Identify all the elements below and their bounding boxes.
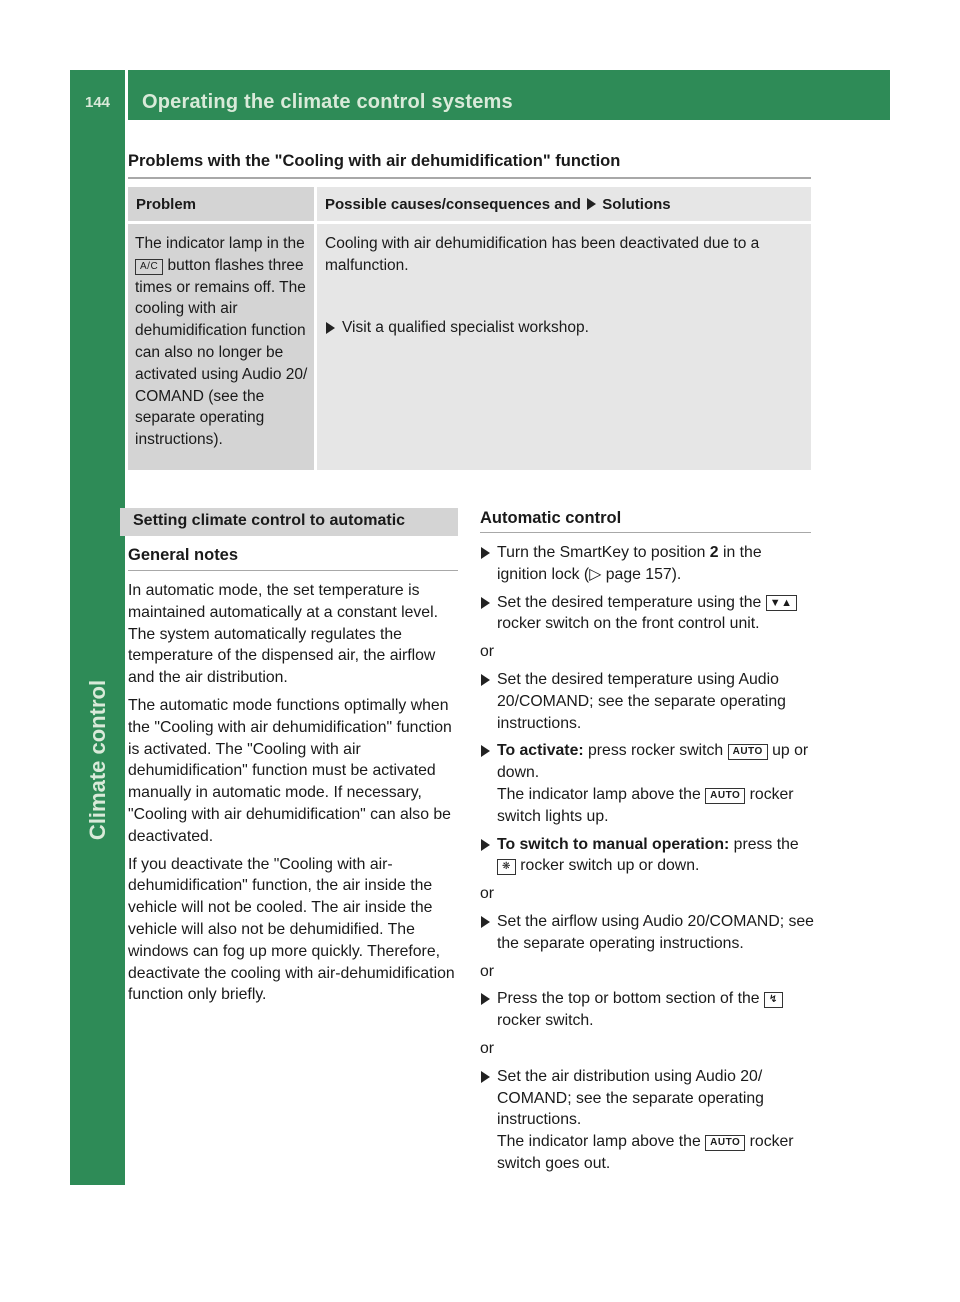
step-text: Set the airflow using Audio 20/COMAND; see the separate operating instructions. xyxy=(497,912,814,952)
step-temperature-comand xyxy=(480,669,815,734)
problems-section-title: Problems with the "Cooling with air dehumidification" function xyxy=(128,152,621,170)
automatic-control-divider xyxy=(480,532,811,533)
page-number: 144 xyxy=(84,94,111,111)
problems-table xyxy=(128,187,811,470)
step-text: press the xyxy=(733,835,799,853)
general-notes-body xyxy=(128,580,463,1012)
step-text: Set the desired temperature using the xyxy=(497,593,762,611)
problem-text-pre: The indicator lamp in the xyxy=(135,235,305,252)
step-text: Set the air distribution using Audio 20/ COMAND; see the separate operating instructions. xyxy=(497,1067,764,1129)
problem-text xyxy=(135,233,313,451)
automatic-section-band xyxy=(120,508,458,536)
page-reference-icon: ▷ xyxy=(589,565,602,583)
header-divider xyxy=(125,70,128,120)
fan-button-icon: ❋ xyxy=(497,859,516,875)
or-separator: or xyxy=(480,962,495,980)
table-cell-causes xyxy=(317,224,811,470)
step-arrow-icon xyxy=(481,916,490,928)
step-text: Set the desired temperature using Audio 20/COMAND; see the separate operating instructions. xyxy=(497,670,786,732)
automatic-section-title: Setting climate control to automatic xyxy=(133,512,406,529)
ac-button-icon: A/C xyxy=(135,259,163,275)
side-tab-bar xyxy=(70,120,125,1185)
general-notes-p3: If you deactivate the "Cooling with air-dehumidification" function, the air inside the vehicle will not be cooled. The air inside the vehicle will also not be dehumidified. The windows can fog up more quickly. Therefore, deactivate the cooling with air-dehumidification function only briefly. xyxy=(128,855,455,1004)
step-arrow-icon xyxy=(481,839,490,851)
header-causes-text: Possible causes/consequences and xyxy=(325,196,581,213)
step-smartkey xyxy=(480,542,815,586)
page-title: Operating the climate control systems xyxy=(142,91,513,113)
step-text: in the ignition lock ( xyxy=(497,544,762,583)
step-text: Turn the SmartKey to position xyxy=(497,544,706,561)
step-arrow-icon xyxy=(481,597,490,609)
step-activate xyxy=(480,740,815,827)
auto-button-icon: AUTO xyxy=(705,788,745,804)
problem-text-post: button flashes three times or remains off. The cooling with air dehumidification function can also no longer be activated using Audio 20/ COMAND (see the separate operating instructions). xyxy=(135,256,308,449)
step-text: rocker switch up or down. xyxy=(520,857,700,875)
step-position: 2 xyxy=(709,544,719,561)
temperature-rocker-icon: ▼▲ xyxy=(766,595,797,611)
step-air-distribution-switch xyxy=(480,988,815,1032)
step-airflow xyxy=(480,911,815,955)
step-text: The indicator lamp above the xyxy=(497,785,701,803)
step-arrow-icon xyxy=(481,745,490,757)
step-text: rocker switch lights up. xyxy=(497,785,794,825)
header-problem-label: Problem xyxy=(136,196,197,213)
header-solutions-text: Solutions xyxy=(602,196,671,213)
page-reference[interactable]: page 157). xyxy=(605,565,682,583)
solution-text: Visit a qualified specialist workshop. xyxy=(342,319,589,336)
step-air-distribution-comand xyxy=(480,1066,815,1175)
side-tab-label: Climate control xyxy=(85,679,110,841)
step-arrow-icon xyxy=(481,674,490,686)
step-text: The indicator lamp above the xyxy=(497,1133,701,1151)
table-header-causes xyxy=(317,187,811,221)
air-distribution-icon: ↯ xyxy=(764,992,783,1008)
automatic-control-body xyxy=(480,542,815,1181)
auto-button-icon: AUTO xyxy=(728,744,768,760)
or-separator: or xyxy=(480,643,495,661)
general-notes-divider xyxy=(128,570,458,571)
step-text: Press the top or bottom section of the xyxy=(497,990,760,1008)
or-separator: or xyxy=(480,885,495,903)
solution-arrow-icon xyxy=(587,198,596,210)
step-arrow-icon xyxy=(481,547,490,559)
step-label: To activate: xyxy=(497,742,584,760)
general-notes-title: General notes xyxy=(128,546,239,564)
step-text: rocker switch goes out. xyxy=(497,1133,794,1172)
general-notes-p2: The automatic mode functions optimally when the "Cooling with air dehumidification" function is activated. The "Cooling with air dehumidification" function must be activated manually in automatic mode. If necessary, "Cooling with air dehumidification" can also be deactivated. xyxy=(128,696,452,845)
step-arrow-icon xyxy=(326,322,335,334)
step-manual xyxy=(480,834,815,878)
step-text: press rocker switch xyxy=(588,742,724,760)
header-causes-label xyxy=(325,196,671,213)
step-label: To switch to manual operation: xyxy=(497,835,730,853)
step-text: up or down. xyxy=(497,742,809,782)
step-arrow-icon xyxy=(481,993,490,1005)
side-tab xyxy=(78,660,118,860)
general-notes-p1: In automatic mode, the set temperature is maintained automatically at a constant level. The system automatically regulates the temperature of the dispensed air, the airflow and the air distribution. xyxy=(128,582,438,687)
solution-step xyxy=(325,317,822,339)
auto-button-icon: AUTO xyxy=(705,1135,745,1151)
table-cell-problem xyxy=(128,224,314,470)
section-divider xyxy=(128,177,811,179)
step-text: rocker switch on the front control unit. xyxy=(497,615,760,633)
step-arrow-icon xyxy=(481,1071,490,1083)
cause-text: Cooling with air dehumidification has been deactivated due to a malfunction. xyxy=(325,235,760,274)
automatic-control-title: Automatic control xyxy=(480,509,622,527)
or-separator: or xyxy=(480,1039,495,1057)
table-header-problem xyxy=(128,187,314,221)
step-text: rocker switch. xyxy=(497,1012,594,1030)
step-temperature-switch xyxy=(480,592,815,636)
